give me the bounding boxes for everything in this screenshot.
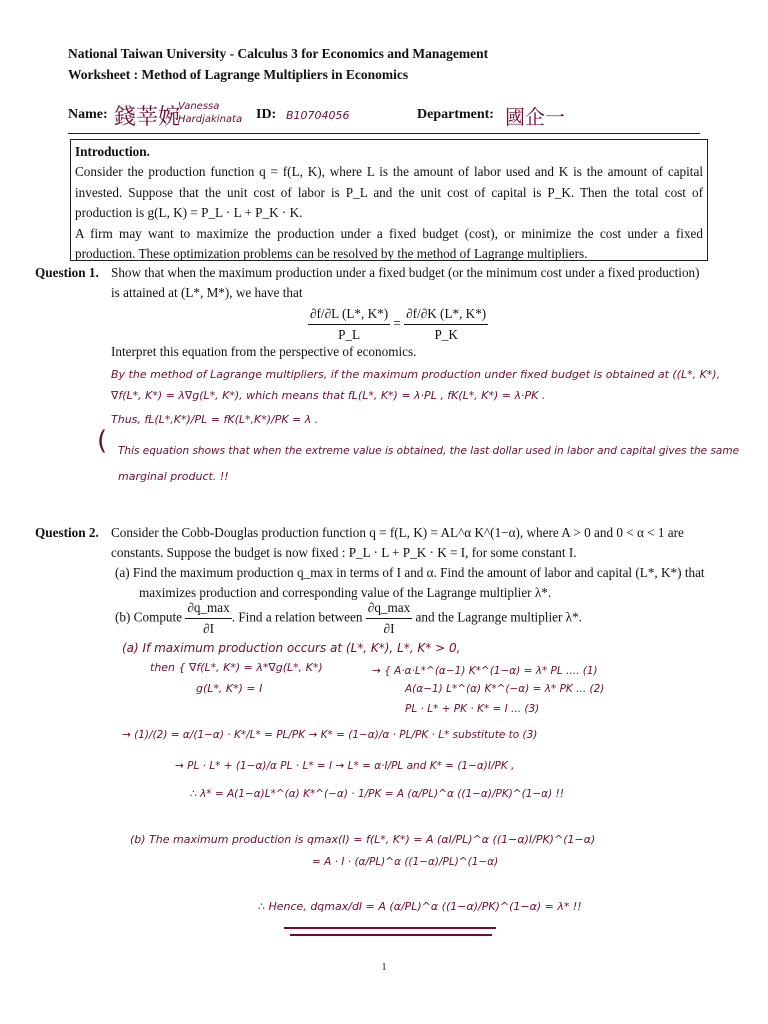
q1-answer-line-2: ∇f(L*, K*) = λ∇g(L*, K*), which means that fL(L*, K*) = λ·PL , fK(L*, K*) = λ·PK . — [111, 389, 546, 402]
q2-work-line-8: → PL · L* + (1−α)/α PL · L* = I → L* = α·I/PL and K* = (1−α)I/PK , — [175, 760, 515, 772]
name-label: Name: — [68, 107, 108, 122]
question-1-equation: $\frac{\partial f/\partial L (L*, K*)}{P\_L}$ = $\frac{\partial f/\partial K (L*, K*)}{P\_K}$ — [308, 304, 488, 345]
question-1-interpret: Interpret this equation from the perspective of economics. — [111, 344, 417, 359]
eq-left-numerator: ∂f/∂L (L*, K*) — [308, 304, 390, 325]
question-2-text: Consider the Cobb-Douglas production function q = f(L, K) = AL^α K^(1−α), where A > 0 and 0 < α < 1 are constants. Suppose the budget is now fixed : P_L · L + P_K · K = I, for some constant I. — [111, 525, 684, 560]
answer-underline-2 — [290, 934, 492, 936]
bfrac-denominator-1: ∂I — [203, 621, 214, 636]
q2-work-line-4: → { A·α·L*^(α−1) K*^(1−α) = λ* PL .... (1) — [372, 665, 598, 677]
q2-work-line-3: g(L*, K*) = I — [196, 682, 263, 695]
question-2-part-b: (b) Compute $\frac{\partial q\_\max}{\partial I}$ . Find a relation between $\frac{\partial q\_\max}{\partial I}$ and the Lagrange multiplier λ*. — [115, 598, 582, 639]
page-number: 1 — [381, 962, 387, 973]
header-rule — [68, 133, 700, 134]
name-chinese: 錢莘婉 — [114, 105, 181, 130]
q2-work-line-11: = A · I · (α/PL)^α ((1−α)/PL)^(1−α) — [312, 856, 499, 868]
q2-work-line-5: A(α−1) L*^(α) K*^(−α) = λ* PK ... (2) — [405, 683, 605, 695]
q2-work-line-6: PL · L* + PK · K* = I ... (3) — [405, 703, 540, 715]
q1-answer-line-3: Thus, fL(L*,K*)/PL = fK(L*,K*)/PK = λ . — [111, 413, 319, 426]
id-value: B10704056 — [286, 109, 350, 122]
eq-right-numerator: ∂f/∂K (L*, K*) — [404, 304, 488, 325]
q1-answer-line-5: marginal product. !! — [118, 470, 229, 483]
intro-heading: Introduction. — [75, 144, 150, 159]
department-value: 國企一 — [505, 105, 565, 129]
name-latin-1: Vanessa — [178, 101, 220, 112]
question-2-part-a: (a) Find the maximum production q_max in terms of I and α. Find the amount of labor and capital (L*, K*) that maximizes production and corresponding value of the Lagrange multiplier λ*. — [115, 565, 705, 600]
department-label: Department: — [417, 107, 494, 122]
q2-work-line-7: → (1)/(2) = α/(1−α) · K*/L* = PL/PK → K* = (1−α)/α · PL/PK · L* substitute to (3) — [122, 729, 538, 741]
q2-work-line-2: then { ∇f(L*, K*) = λ*∇g(L*, K*) — [150, 661, 323, 674]
question-2-label: Question 2. — [35, 525, 99, 540]
course-title: National Taiwan University - Calculus 3 for Economics and Management — [68, 46, 489, 61]
bfrac-numerator-2: ∂q_max — [366, 598, 412, 619]
q2-work-line-1: (a) If maximum production occurs at (L*, K*), L*, K* > 0, — [122, 641, 461, 655]
q2-work-line-9: ∴ λ* = A(1−α)L*^(α) K*^(−α) · 1/PK = A (α/PL)^α ((1−α)/PK)^(1−α) !! — [190, 788, 564, 800]
q1-answer-line-4: This equation shows that when the extreme value is obtained, the last dollar used in labor and capital gives the same — [118, 445, 740, 457]
name-latin-2: Hardjakinata — [178, 114, 243, 125]
bracket-arrow-icon: ( — [97, 426, 108, 456]
introduction-box — [70, 139, 708, 261]
q1-answer-line-1: By the method of Lagrange multipliers, if the maximum production under fixed budget is obtained at ((L*, K*), — [111, 368, 721, 381]
q2-work-line-12: ∴ Hence, dqmax/dI = A (α/PL)^α ((1−α)/PK)^(1−α) = λ* !! — [258, 900, 582, 913]
intro-paragraph-2: A firm may want to maximize the production under a fixed budget (cost), or minimize the cost under a fixed production. These optimization problems can be resolved by the method of Lagrange multipliers. — [75, 225, 703, 262]
bfrac-numerator-1: ∂q_max — [185, 598, 231, 619]
question-1-label: Question 1. — [35, 265, 99, 280]
id-label: ID: — [256, 107, 277, 122]
worksheet-title: Worksheet : Method of Lagrange Multipliers in Economics — [68, 67, 409, 82]
question-1-text: Show that when the maximum production under a fixed budget (or the minimum cost under a fixed production) is attained at (L*, M*), we have that — [111, 265, 700, 300]
eq-right-denominator: P_K — [434, 327, 458, 342]
bfrac-denominator-2: ∂I — [383, 621, 395, 636]
q2-work-line-10: (b) The maximum production is qmax(I) = f(L*, K*) = A (αI/PL)^α ((1−α)I/PK)^(1−α) — [130, 833, 596, 846]
eq-left-denominator: P_L — [338, 327, 361, 342]
answer-underline-1 — [284, 927, 496, 929]
intro-paragraph-1: Consider the production function q = f(L, K), where L is the amount of labor used and K is the amount of capital invested. Suppose that the unit cost of labor is P_L and the unit cost of capital is P_K. Then the total cost of production is g(L, K) = P_L · L + P_K · K. — [75, 164, 703, 221]
